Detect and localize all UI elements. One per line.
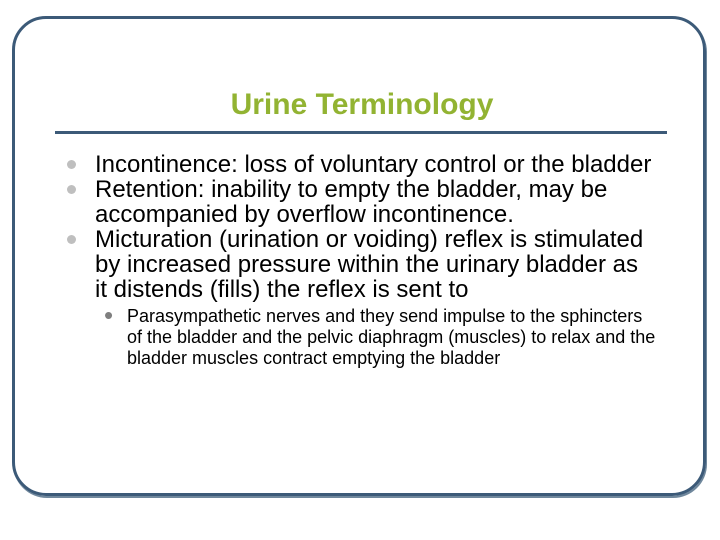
title-divider [55,131,667,134]
bullet-item-micturation [0,227,655,302]
bullet-list [0,152,657,369]
bullet-text: Micturation (urination or voiding) reflex is stimulated by increased pressure within the urinary bladder as it distends (fills) the reflex is sent to [95,226,644,303]
bullet-dot-icon [67,235,76,244]
bullet-item-retention [0,177,655,227]
bullet-text: Incontinence: loss of voluntary control or the bladder [95,151,652,178]
slide-title: Urine Terminology [230,88,494,121]
sub-bullet-item-parasympathetic [0,300,657,369]
sub-bullet-dot-icon: • [104,300,114,330]
bullet-text: Retention: inability to empty the bladder, may be accompanied by overflow incontinence. [95,176,608,228]
bullet-item-incontinence [0,152,655,177]
bullet-dot-icon [67,160,76,169]
bullet-dot-icon [67,185,76,194]
sub-bullet-text: Parasympathetic nerves and they send impulse to the sphincters of the bladder and the pelvic diaphragm (muscles) to relax and the bladder muscles contract emptying the bladder [127,306,656,368]
